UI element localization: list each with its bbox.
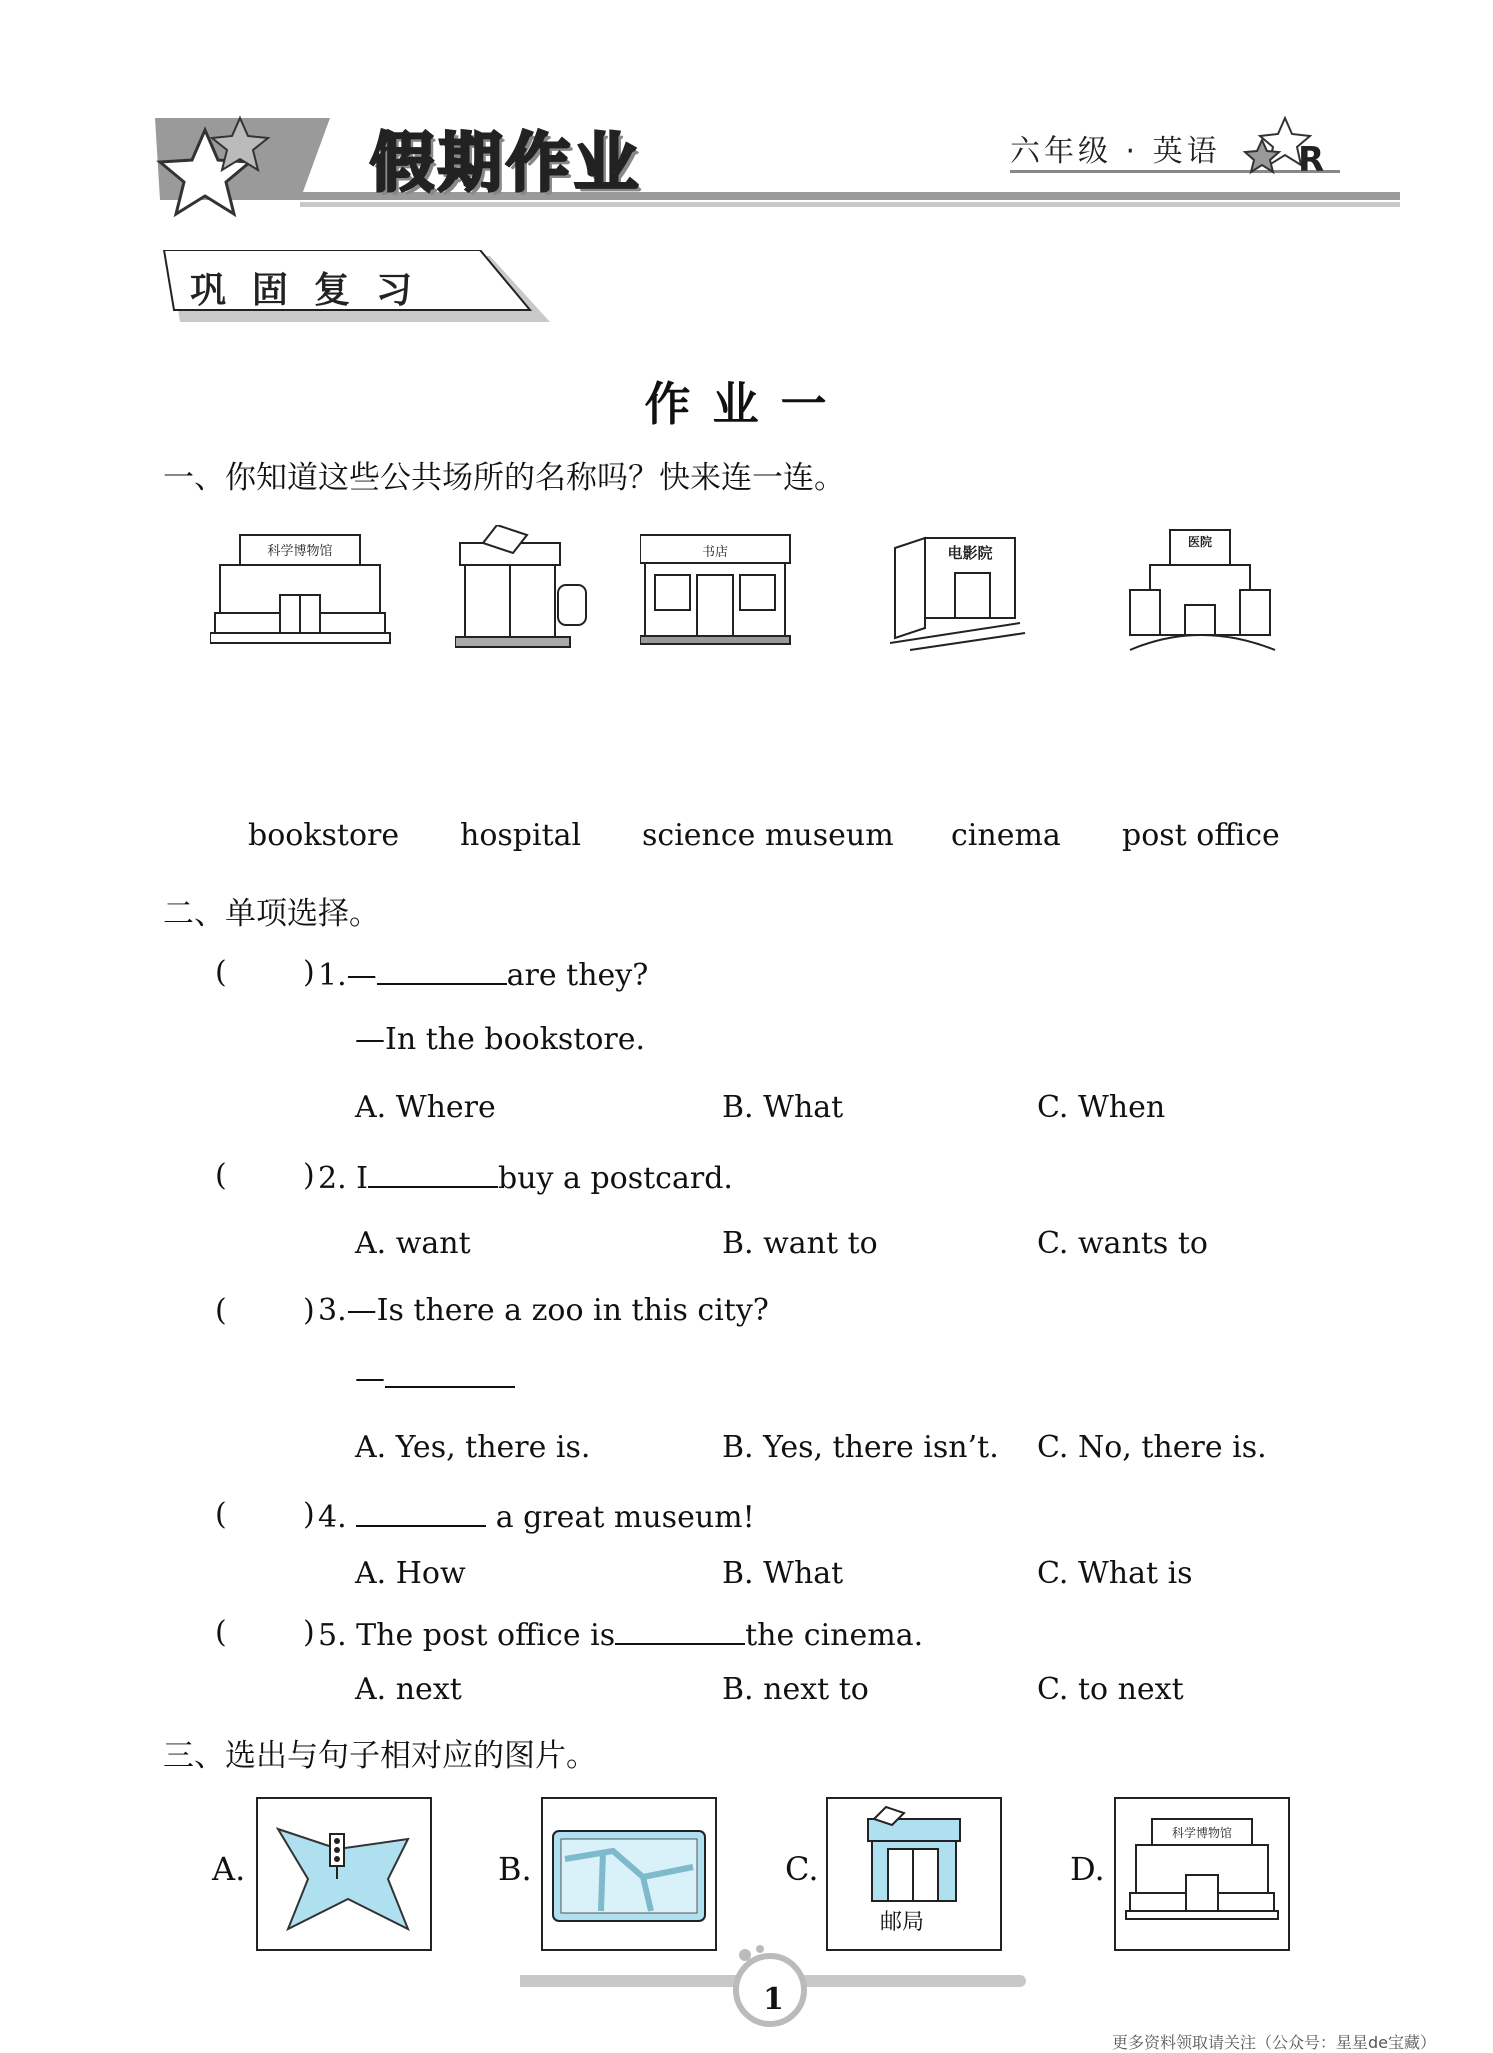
hospital-sign: 医院 (1187, 535, 1213, 549)
answer-paren-close: ) (303, 1615, 315, 1650)
bookstore-picture (640, 530, 800, 645)
question-post: a great museum! (495, 1500, 755, 1535)
word-post-office[interactable]: post office (1122, 818, 1280, 853)
book-title: 假期作业 (370, 127, 642, 201)
question-post: buy a postcard. (498, 1161, 733, 1196)
question-pre: I (356, 1161, 369, 1196)
question-text: —Is there a zoo in this city? (346, 1293, 769, 1328)
choice-a-label: A. (212, 1850, 246, 1888)
option-b[interactable]: B. Yes, there isn’t. (722, 1430, 999, 1465)
header-decoration (0, 0, 1493, 240)
question-1-reply: —In the bookstore. (355, 1022, 646, 1057)
science-museum-icon (1116, 1799, 1288, 1949)
question-3-reply (355, 1358, 515, 1396)
edition-mark: R (1298, 140, 1325, 180)
science-museum-picture (210, 525, 400, 650)
option-a[interactable]: A. How (355, 1556, 466, 1591)
crossroads-traffic-light-icon (258, 1799, 430, 1949)
header-banner (0, 0, 1493, 240)
option-b[interactable]: B. What (722, 1556, 844, 1591)
option-b[interactable]: B. want to (722, 1226, 878, 1261)
question-post: the cinema. (745, 1618, 924, 1653)
homework-title: 作业一 (644, 377, 849, 431)
word-science-museum[interactable]: science museum (642, 818, 894, 853)
cinema-picture (890, 528, 1030, 653)
part3-heading: 三、选出与句子相对应的图片。 (163, 1738, 597, 1774)
answer-paren-close: ) (303, 955, 315, 990)
choice-b-picture[interactable] (541, 1797, 717, 1951)
question-pre: The post office is (356, 1618, 616, 1653)
part1-heading: 一、你知道这些公共场所的名称吗？快来连一连。 (163, 460, 845, 496)
reply-dash: — (355, 1361, 385, 1396)
part2-heading: 二、单项选择。 (163, 896, 380, 932)
question-post: are they? (506, 958, 649, 993)
option-c[interactable]: C. No, there is. (1037, 1430, 1267, 1465)
option-c[interactable]: C. wants to (1037, 1226, 1208, 1261)
answer-paren-close: ) (303, 1293, 315, 1328)
post-office-picture (455, 525, 595, 650)
bookstore-sign: 书店 (701, 545, 729, 560)
answer-blank[interactable] (356, 1497, 486, 1527)
option-a[interactable]: A. Yes, there is. (355, 1430, 591, 1465)
option-c[interactable]: C. to next (1037, 1672, 1184, 1707)
footer-note: 更多资料领取请关注（公众号：星星de宝藏） (1112, 2033, 1437, 2052)
museum-sign: 科学博物馆 (1171, 1826, 1233, 1840)
choice-a-picture[interactable] (256, 1797, 432, 1951)
answer-blank[interactable] (385, 1358, 515, 1388)
grade-subject: 六年级 · 英语 (1010, 134, 1221, 169)
question-2 (318, 1158, 733, 1196)
question-number: 3. (318, 1293, 347, 1328)
choice-b-label: B. (498, 1850, 532, 1888)
page-number: 1 (763, 1982, 784, 2017)
option-a[interactable]: A. want (355, 1226, 471, 1261)
word-cinema[interactable]: cinema (951, 818, 1061, 853)
answer-blank[interactable] (368, 1158, 498, 1188)
answer-paren-open: ( (215, 1497, 227, 1532)
choice-d-label: D. (1070, 1850, 1105, 1888)
choice-d-picture[interactable] (1114, 1797, 1290, 1951)
answer-paren-open: ( (215, 1293, 227, 1328)
answer-paren-open: ( (215, 1615, 227, 1650)
post-office-icon (455, 525, 586, 647)
word-hospital[interactable]: hospital (460, 818, 582, 853)
question-3 (318, 1293, 769, 1328)
question-number: 4. (318, 1500, 347, 1535)
question-number: 5. (318, 1618, 347, 1653)
word-bookstore[interactable]: bookstore (248, 818, 400, 853)
question-5 (318, 1615, 923, 1653)
answer-paren-open: ( (215, 1158, 227, 1193)
answer-blank[interactable] (377, 955, 507, 985)
answer-blank[interactable] (615, 1615, 745, 1645)
hospital-picture (1125, 520, 1285, 655)
post-office-caption: 邮局 (880, 1910, 925, 1935)
question-4 (318, 1497, 755, 1535)
answer-paren-close: ) (303, 1158, 315, 1193)
answer-paren-open: ( (215, 955, 227, 990)
option-b[interactable]: B. What (722, 1090, 844, 1125)
section-tag: 巩固复习 (190, 270, 439, 311)
map-tablet-icon (543, 1799, 715, 1949)
option-b[interactable]: B. next to (722, 1672, 869, 1707)
question-1 (318, 955, 648, 993)
choice-c-picture[interactable] (826, 1797, 1002, 1951)
question-number: 2. (318, 1161, 347, 1196)
choice-c-label: C. (785, 1850, 819, 1888)
cinema-sign: 电影院 (947, 544, 993, 562)
option-a[interactable]: A. Where (355, 1090, 496, 1125)
option-c[interactable]: C. What is (1037, 1556, 1193, 1591)
option-a[interactable]: A. next (355, 1672, 462, 1707)
option-c[interactable]: C. When (1037, 1090, 1166, 1125)
museum-sign: 科学博物馆 (267, 544, 333, 559)
question-pre: — (346, 958, 377, 993)
question-number: 1. (318, 958, 347, 993)
answer-paren-close: ) (303, 1497, 315, 1532)
